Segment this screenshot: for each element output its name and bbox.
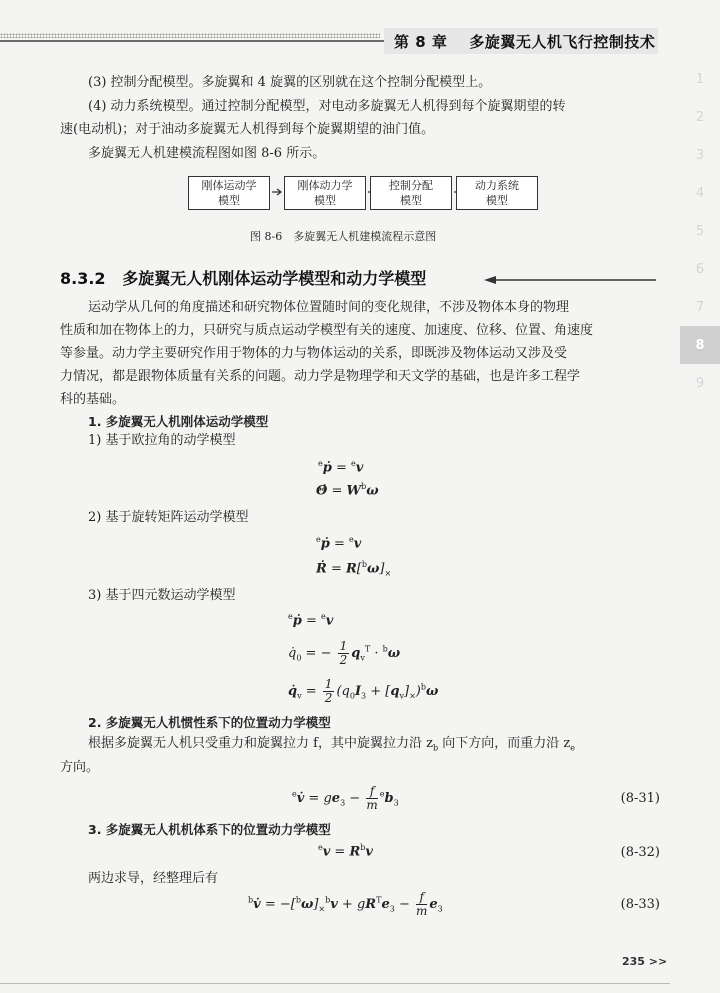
equation: Θ̇ = $W^b\omega$ <box>316 482 379 499</box>
chapter-title: 多旋翼无人机飞行控制技术 <box>469 32 656 51</box>
chapter-tabs <box>680 60 720 402</box>
equation: $q̇_v$ = $\frac{1}{2}$ $(q_0I_3 + [q_v]_\times)^b\omega$ <box>288 677 439 705</box>
chapter-tab: 4 <box>695 185 705 201</box>
subheading-2: 2. 多旋翼无人机惯性系下的位置动力学模型 <box>88 715 331 730</box>
body-line: 科的基础。 <box>60 392 126 407</box>
equation: $^e$ṗ = $^e$v <box>288 612 334 629</box>
equation: $q̇_0$ = − $\frac{1}{2}$ $q_v^T \cdot ^b\omega$ <box>288 639 401 667</box>
paragraph: (4) 动力系统模型。通过控制分配模型，对电动多旋翼无人机得到每个旋翼期望的转 <box>88 99 566 114</box>
paragraph: 两边求导，经整理后有 <box>88 871 219 886</box>
body-line: 力情况，都是跟物体质量有关系的问题。动力学是物理学和天文学的基础，也是许多工程学 <box>60 369 581 384</box>
equation-number: (8-33) <box>620 897 660 912</box>
chapter-tab: 7 <box>695 299 705 315</box>
body-line: 等参量。动力学主要研究作用于物体的力与物体运动的关系，即既涉及物体运动又涉及受 <box>60 346 568 361</box>
chapter-tab: 9 <box>695 375 705 391</box>
paragraph: 速(电动机)；对于油动多旋翼无人机得到每个旋翼期望的油门值。 <box>60 122 435 137</box>
figure-caption: 图 8-6 多旋翼无人机建模流程示意图 <box>250 230 437 243</box>
flow-box-dynamics: 刚体动力学 模型 <box>284 176 366 210</box>
chapter-tab: 2 <box>695 109 705 125</box>
body-line: 运动学从几何的角度描述和研究物体位置随时间的变化规律，不涉及物体本身的物理 <box>88 300 570 315</box>
flow-arrow-icon <box>272 186 282 198</box>
modeling-flowchart <box>188 176 530 212</box>
footer-rule <box>0 983 670 984</box>
chapter-tab: 3 <box>695 147 705 163</box>
subheading-3: 3. 多旋翼无人机机体系下的位置动力学模型 <box>88 822 331 837</box>
flow-box-kinematics: 刚体运动学 模型 <box>188 176 270 210</box>
equation-number: (8-32) <box>620 845 660 860</box>
equation-number: (8-31) <box>620 791 660 806</box>
paragraph: 多旋翼无人机建模流程图如图 8-6 所示。 <box>88 146 326 161</box>
section-heading: 8.3.2 多旋翼无人机刚体运动学模型和动力学模型 <box>60 269 427 288</box>
subsubheading: 2) 基于旋转矩阵运动学模型 <box>88 510 249 525</box>
header-decoration <box>0 33 380 38</box>
subheading-1: 1. 多旋翼无人机刚体运动学模型 <box>88 414 269 429</box>
subsubheading: 1) 基于欧拉角的动学模型 <box>88 433 236 448</box>
chapter-tab: 1 <box>695 71 705 87</box>
section-arrow-icon <box>484 276 656 284</box>
paragraph: (3) 控制分配模型。多旋翼和 4 旋翼的区别就在这个控制分配模型上。 <box>88 75 492 90</box>
paragraph: 根据多旋翼无人机只受重力和旋翼拉力 f，其中旋翼拉力沿 $z_b$ 向下方向，而重力沿 $z_e$ <box>88 736 575 753</box>
equation: $^e$ṗ = $^e$v <box>316 535 362 552</box>
flow-box-power: 动力系统 模型 <box>456 176 538 210</box>
flow-box-allocation: 控制分配 模型 <box>370 176 452 210</box>
chapter-header <box>384 28 658 54</box>
equation: $^e$v̇ = $ge_3$ − $\frac{f}{m}$ $^eb_3$ <box>292 784 399 812</box>
equation: $^e$ṗ = $^e$v <box>318 459 364 476</box>
paragraph: 方向。 <box>60 760 100 775</box>
equation: $^ev = R^bv$ <box>318 843 373 860</box>
chapter-tab: 6 <box>695 261 705 277</box>
chapter-tab: 5 <box>695 223 705 239</box>
equation: $^b$v̇ = $-[^b\omega]_\times^bv + gR^Te_3$ − $\frac{f}{m}$ $e_3$ <box>248 890 443 918</box>
chapter-tab-active: 8 <box>680 326 720 364</box>
body-line: 性质和加在物体上的力，只研究与质点运动学模型有关的速度、加速度、位移、位置、角速度 <box>60 323 594 338</box>
page-number: 235 >> <box>622 955 668 968</box>
equation: Ṙ = $R[^b\omega]_\times$ <box>316 560 392 578</box>
chapter-number: 第 8 章 <box>394 32 448 51</box>
subsubheading: 3) 基于四元数运动学模型 <box>88 588 236 603</box>
